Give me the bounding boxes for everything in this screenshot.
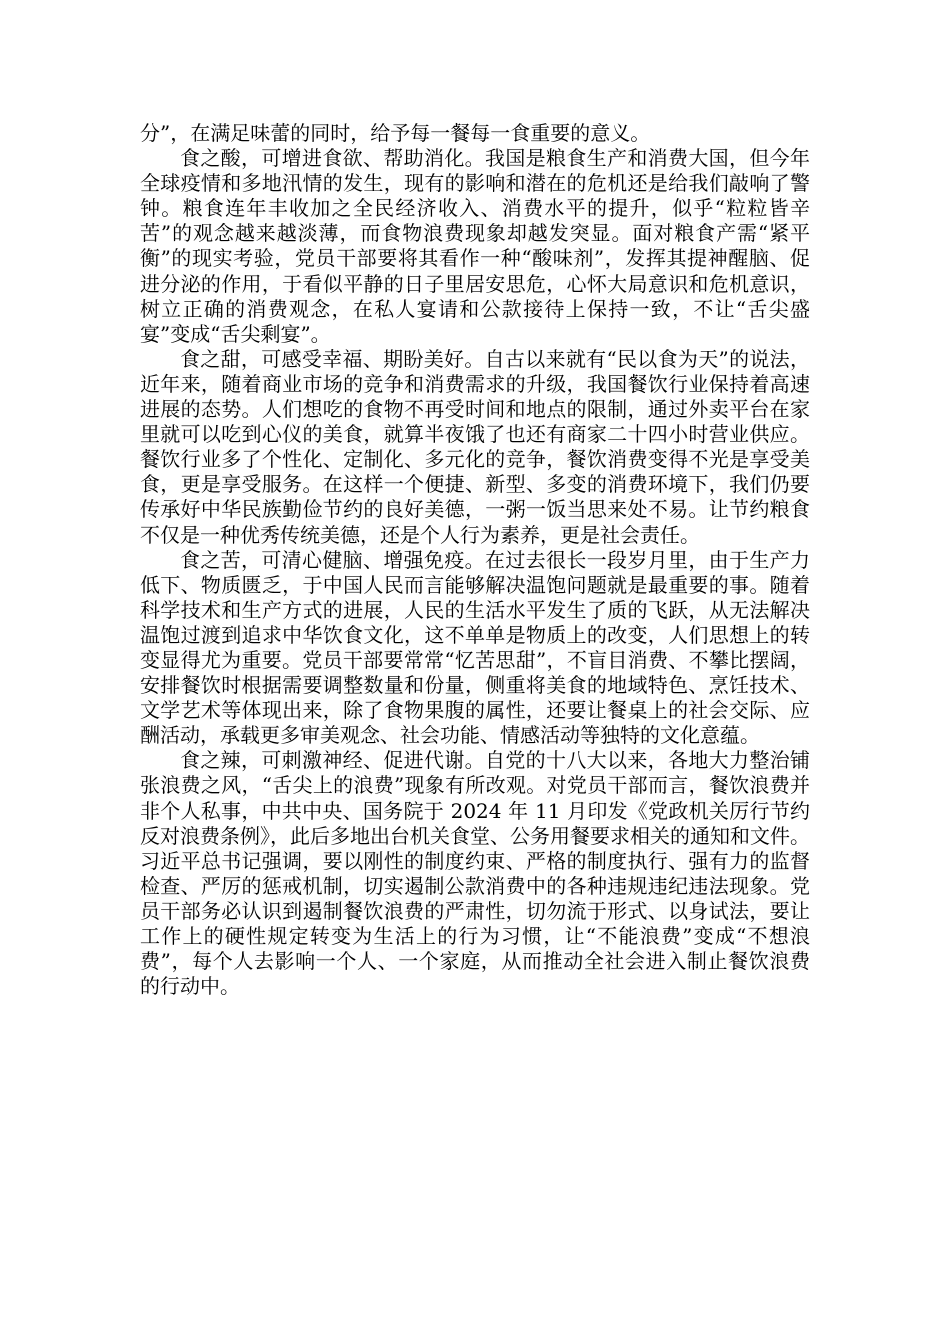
paragraph-sour: 食之酸，可增进食欲、帮助消化。我国是粮食生产和消费大国，但今年全球疫情和多地汛情的发生，现有的影响和潜在的危机还是给我们敲响了警钟。粮食连年丰收加之全民经济收入、消费水平的提升，似乎“粒粒皆辛苦”的观念越来越淡薄，而食物浪费现象却越发突显。面对粮食产需“紧平衡”的现实考验，党员干部要将其看作一种“酸味剂”，发挥其提神醒脑、促进分泌的作用，于看似平静的日子里居安思危，心怀大局意识和危机意识，树立正确的消费观念，在私人宴请和公款接待上保持一致，不让“舌尖盛宴”变成“舌尖剩宴”。	[140, 146, 810, 346]
paragraph-bitter: 食之苦，可清心健脑、增强免疫。在过去很长一段岁月里，由于生产力低下、物质匮乏，于中国人民而言能够解决温饱问题就是最重要的事。随着科学技术和生产方式的进展，人民的生活水平发生了质的飞跃，从无法解决温饱过渡到追求中华饮食文化，这不单单是物质上的改变，人们思想上的转变显得尤为重要。党员干部要常常“忆苦思甜”，不盲目消费、不攀比摆阔，安排餐饮时根据需要调整数量和份量，侧重将美食的地域特色、烹饪技术、文学艺术等体现出来，除了食物果腹的属性，还要让餐桌上的社会交际、应酬活动，承载更多审美观念、社会功能、情感活动等独特的文化意蕴。	[140, 547, 810, 748]
paragraph-continuation: 分”，在满足味蕾的同时，给予每一餐每一食重要的意义。	[140, 121, 651, 145]
document-body	[140, 121, 810, 999]
paragraph-sweet: 食之甜，可感受幸福、期盼美好。自古以来就有“民以食为天”的说法，近年来，随着商业市场的竞争和消费需求的升级，我国餐饮行业保持着高速进展的态势。人们想吃的食物不再受时间和地点的限制，通过外卖平台在家里就可以吃到心仪的美食，就算半夜饿了也还有商家二十四小时营业供应。餐饮行业多了个性化、定制化、多元化的竞争，餐饮消费变得不光是享受美食，更是享受服务。在这样一个便捷、新型、多变的消费环境下，我们仍要传承好中华民族勤俭节约的良好美德，一粥一饭当思来处不易。让节约粮食不仅是一种优秀传统美德，还是个人行为素养，更是社会责任。	[140, 346, 810, 547]
paragraph-spicy: 食之辣，可刺激神经、促进代谢。自党的十八大以来，各地大力整治铺张浪费之风，“舌尖上的浪费”现象有所改观。对党员干部而言，餐饮浪费并非个人私事，中共中央、国务院于 2024 年 11 月印发《党政机关厉行节约反对浪费条例》，此后多地出台机关食堂、公务用餐要求相关的通知和文件。习近平总书记强调，要以刚性的制度约束、严格的制度执行、强有力的监督检查、严厉的惩戒机制，切实遏制公款消费中的各种违规违纪违法现象。党员干部务必认识到遏制餐饮浪费的严肃性，切勿流于形式、以身试法，要让工作上的硬性规定转变为生活上的行为习惯，让“不能浪费”变成“不想浪费”，每个人去影响一个人、一个家庭，从而推动全社会进入制止餐饮浪费的行动中。	[140, 748, 810, 999]
